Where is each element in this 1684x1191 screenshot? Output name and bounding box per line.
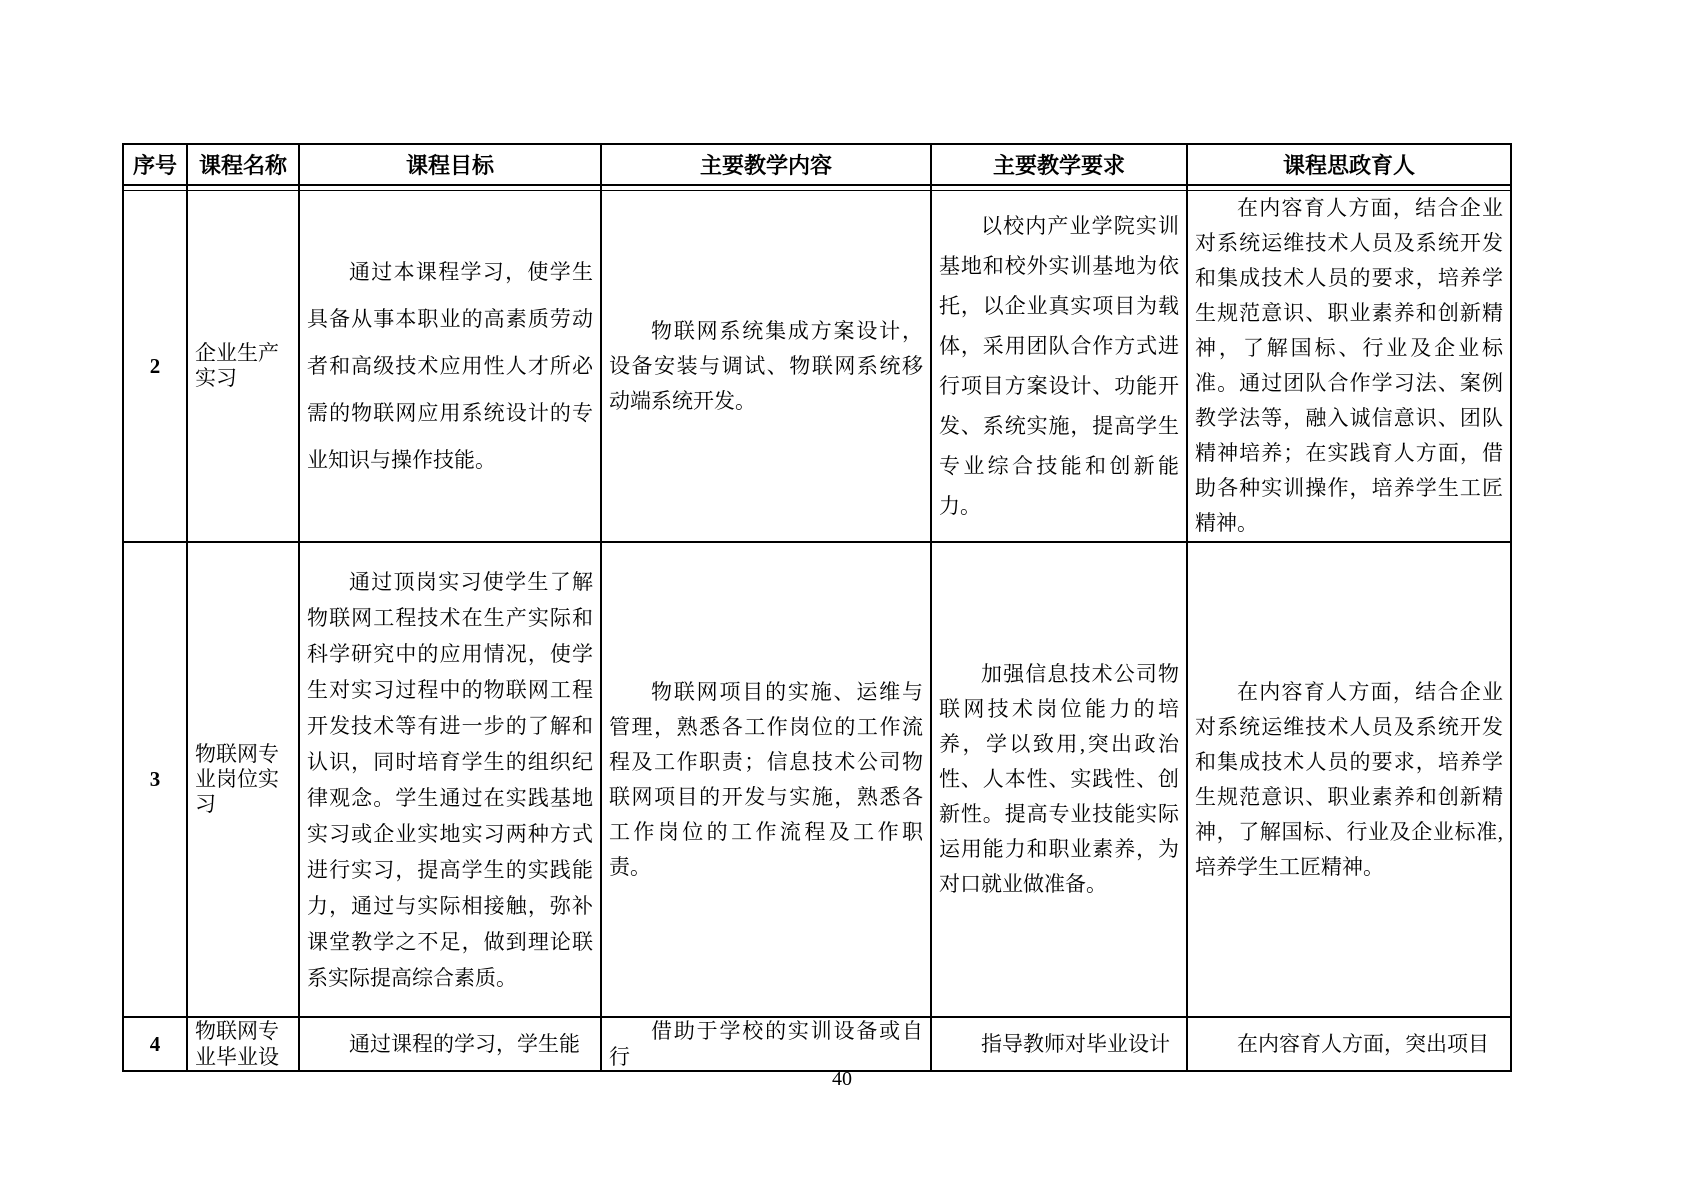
header-row [123,144,1511,185]
cell-content [601,1017,931,1071]
cell-text: 物联网专业岗位实习 [195,742,279,816]
cell-text: 企业生产实习 [195,341,279,390]
cell-course-name [187,542,299,1017]
cell-text: 借助于学校的实训设备或自行 [609,1019,923,1069]
cell-text: 加强信息技术公司物联网技术岗位能力的培养，学以致用,突出政治性、人本性、实践性、创新性。提高专业技能实际运用能力和职业素养，为对口就业做准备。 [939,662,1179,896]
cell-seq: 2 [123,191,187,543]
cell-ideology [1187,1017,1511,1071]
cell-content [601,191,931,543]
column-header-ideology: 课程思政育人 [1187,144,1511,185]
column-header-content: 主要教学内容 [601,144,931,185]
cell-text: 在内容育人方面，突出项目 [1237,1032,1489,1056]
cell-text: 在内容育人方面，结合企业对系统运维技术人员及系统开发和集成技术人员的要求，培养学生规范意识、职业素养和创新精神，了解国标、行业及企业标准,培养学生工匠精神。 [1195,679,1503,879]
cell-ideology [1187,191,1511,543]
cell-course-name [187,191,299,543]
column-header-seq: 序号 [123,144,187,185]
cell-text: 物联网专业毕业设 [195,1019,279,1069]
column-header-course-name: 课程名称 [187,144,299,185]
cell-text: 物联网系统集成方案设计，设备安装与调试、物联网系统移动端系统开发。 [609,318,923,413]
cell-seq: 4 [123,1017,187,1071]
table-row [123,1017,1511,1071]
cell-seq: 3 [123,542,187,1017]
cell-text: 在内容育人方面，结合企业对系统运维技术人员及系统开发和集成技术人员的要求，培养学生规范意识、职业素养和创新精神，了解国标、行业及企业标准。通过团队合作学习法、案例教学法等，融入诚信意识、团队精神培养；在实践育人方面，借助各种实训操作，培养学生工匠精神。 [1195,196,1503,535]
cell-text: 物联网项目的实施、运维与管理，熟悉各工作岗位的工作流程及工作职责；信息技术公司物联网项目的开发与实施，熟悉各工作岗位的工作流程及工作职责。 [609,679,923,879]
cell-ideology [1187,542,1511,1017]
cell-content [601,542,931,1017]
page-number: 40 [832,1068,852,1090]
cell-text: 通过课程的学习，学生能 [349,1032,580,1056]
course-table [122,143,1512,1072]
cell-requirement [931,542,1187,1017]
table-row [123,542,1511,1017]
cell-requirement [931,191,1187,543]
column-header-requirement: 主要教学要求 [931,144,1187,185]
cell-text: 指导教师对毕业设计 [981,1032,1170,1056]
cell-requirement [931,1017,1187,1071]
cell-course-name [187,1017,299,1071]
table-body [123,191,1511,1072]
column-header-goal: 课程目标 [299,144,601,185]
cell-goal [299,1017,601,1071]
table-header [123,144,1511,191]
cell-text: 通过本课程学习，使学生具备从事本职业的高素质劳动者和高级技术应用性人才所必需的物联网应用系统设计的专业知识与操作技能。 [307,259,593,472]
cell-text: 以校内产业学院实训基地和校外实训基地为依托，以企业真实项目为载体，采用团队合作方式进行项目方案设计、功能开发、系统实施，提高学生专业综合技能和创新能力。 [939,214,1179,518]
table-row [123,191,1511,543]
cell-text: 通过顶岗实习使学生了解物联网工程技术在生产实际和科学研究中的应用情况，使学生对实习过程中的物联网工程开发技术等有进一步的了解和认识，同时培育学生的组织纪律观念。学生通过在实践基地实习或企业实地实习两种方式进行实习，提高学生的实践能力，通过与实际相接触，弥补课堂教学之不足，做到理论联系实际提高综合素质。 [307,569,593,990]
cell-goal [299,191,601,543]
cell-goal [299,542,601,1017]
